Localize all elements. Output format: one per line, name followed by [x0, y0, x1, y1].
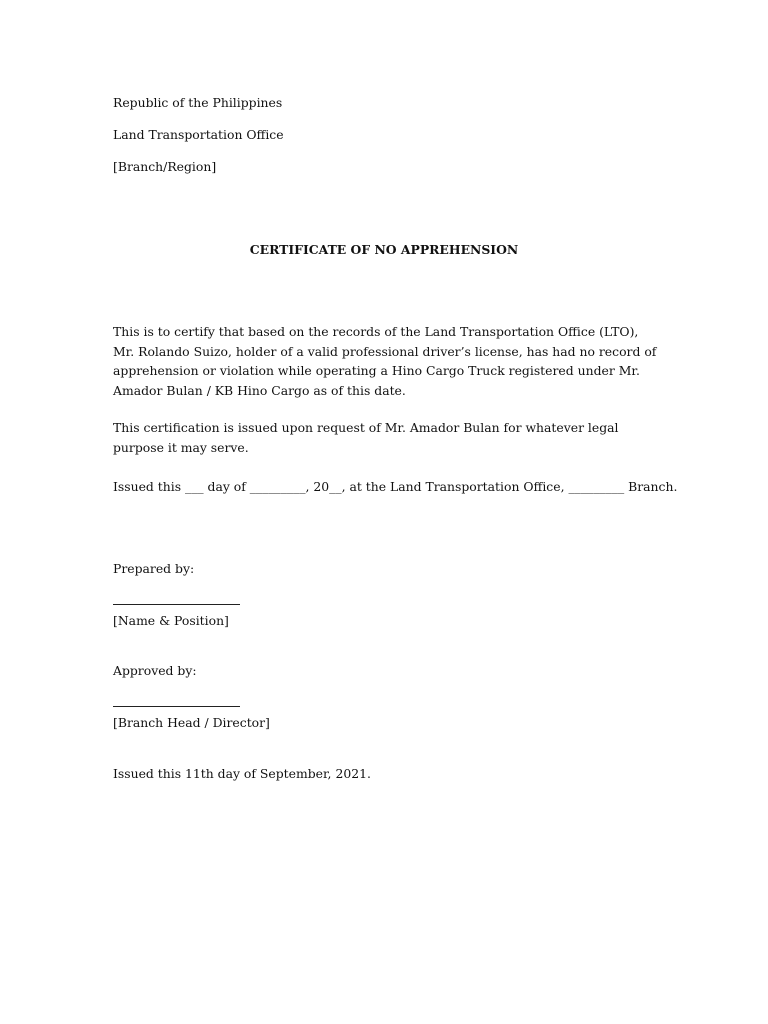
header-branch-region: [Branch/Region] [113, 159, 217, 174]
approved-by-label: Approved by: [113, 663, 197, 678]
prepared-by-name: [Name & Position] [113, 613, 229, 628]
request-paragraph: This certification is issued upon request of Mr. Amador Bulan for whatever legal purpose it may serve. [113, 420, 619, 455]
document-title: CERTIFICATE OF NO APPREHENSION [249, 242, 519, 257]
issued-date: Issued this 11th day of September, 2021. [113, 766, 371, 781]
header-country: Republic of the Philippines [113, 95, 283, 110]
prepared-signature-line [113, 604, 240, 605]
certification-paragraph: This is to certify that based on the records of the Land Transportation Office (LTO), Mr. Rolando Suizo, holder of a valid professional driver’s license, has had no record of apprehension or violation while operating a Hino Cargo Truck registered under Mr. Amador Bulan / KB Hino Cargo as of this date. [113, 324, 657, 398]
header-office: Land Transportation Office [113, 127, 284, 142]
approved-by-name: [Branch Head / Director] [113, 715, 270, 730]
prepared-by-label: Prepared by: [113, 561, 195, 576]
approved-signature-line [113, 706, 240, 707]
issuance-paragraph: Issued this ___ day of _________, 20__, at the Land Transportation Office, _________ Branch. [113, 479, 678, 494]
